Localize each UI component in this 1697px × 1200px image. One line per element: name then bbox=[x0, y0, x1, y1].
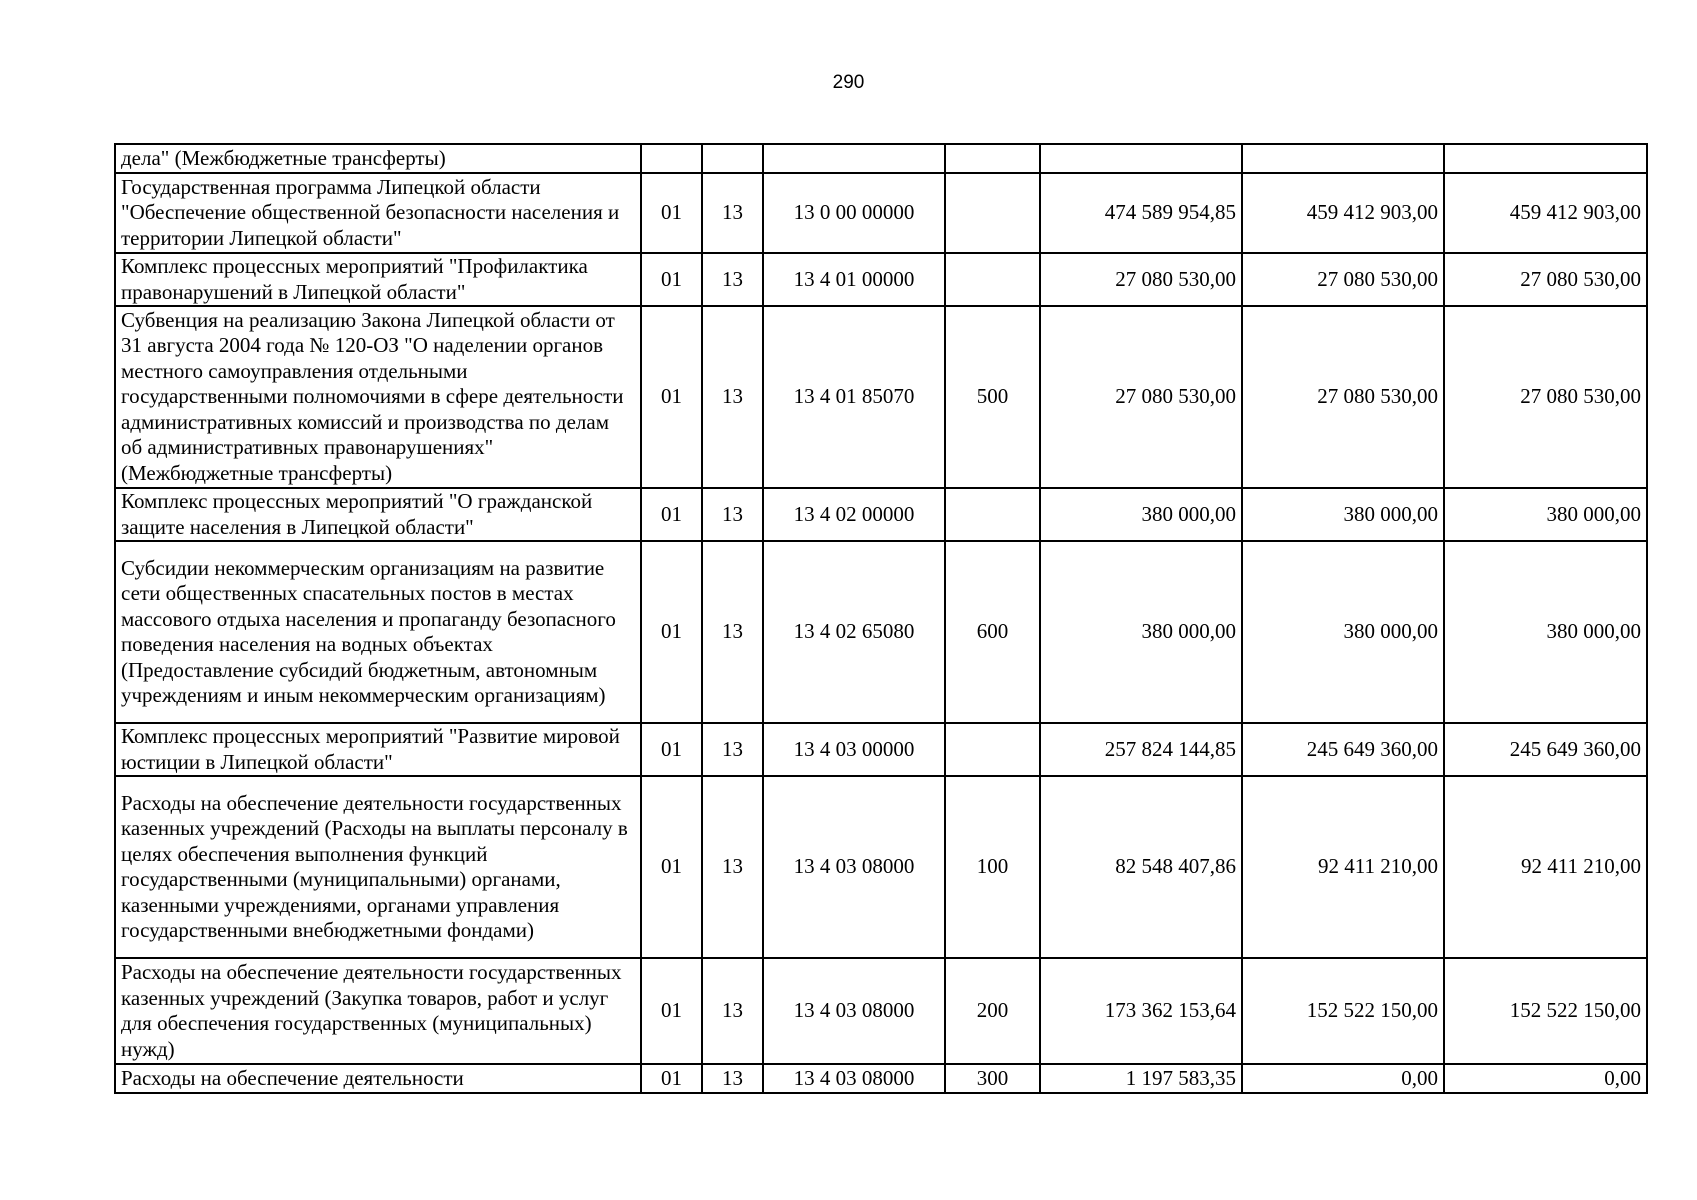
section-code: 01 bbox=[641, 173, 702, 253]
amount-2: 380 000,00 bbox=[1242, 541, 1444, 723]
row-name: Комплекс процессных мероприятий "Развитие мировой юстиции в Липецкой области" bbox=[115, 723, 641, 776]
table-row bbox=[115, 541, 1647, 723]
section-code: 01 bbox=[641, 253, 702, 306]
section-code bbox=[641, 144, 702, 173]
subsection-code bbox=[702, 144, 763, 173]
amount-2: 27 080 530,00 bbox=[1242, 306, 1444, 488]
amount-3: 380 000,00 bbox=[1444, 488, 1647, 541]
expense-type-code bbox=[945, 173, 1040, 253]
subsection-code: 13 bbox=[702, 173, 763, 253]
amount-3: 27 080 530,00 bbox=[1444, 253, 1647, 306]
section-code: 01 bbox=[641, 723, 702, 776]
amount-2: 27 080 530,00 bbox=[1242, 253, 1444, 306]
amount-3: 0,00 bbox=[1444, 1064, 1647, 1093]
row-name: Расходы на обеспечение деятельности государственных казенных учреждений (Закупка товаров, работ и услуг для обеспечения государственных (муниципальных) нужд) bbox=[115, 958, 641, 1064]
amount-3: 245 649 360,00 bbox=[1444, 723, 1647, 776]
target-article-code: 13 4 02 65080 bbox=[763, 541, 945, 723]
expense-type-code bbox=[945, 488, 1040, 541]
amount-2: 152 522 150,00 bbox=[1242, 958, 1444, 1064]
amount-3 bbox=[1444, 144, 1647, 173]
row-name: Государственная программа Липецкой области "Обеспечение общественной безопасности населения и территории Липецкой области" bbox=[115, 173, 641, 253]
table-row bbox=[115, 488, 1647, 541]
amount-2: 0,00 bbox=[1242, 1064, 1444, 1093]
expense-type-code bbox=[945, 723, 1040, 776]
row-name: Субвенция на реализацию Закона Липецкой области от 31 августа 2004 года № 120-ОЗ "О наделении органов местного самоуправления отдельными государственными полномочиями в сфере деятельности административных комиссий и производства по делам об административных правонарушениях" (Межбюджетные трансферты) bbox=[115, 306, 641, 488]
amount-3: 459 412 903,00 bbox=[1444, 173, 1647, 253]
section-code: 01 bbox=[641, 776, 702, 958]
target-article-code: 13 4 03 08000 bbox=[763, 958, 945, 1064]
amount-2: 245 649 360,00 bbox=[1242, 723, 1444, 776]
target-article-code bbox=[763, 144, 945, 173]
amount-3: 380 000,00 bbox=[1444, 541, 1647, 723]
amount-1: 380 000,00 bbox=[1040, 488, 1242, 541]
subsection-code: 13 bbox=[702, 306, 763, 488]
target-article-code: 13 4 02 00000 bbox=[763, 488, 945, 541]
amount-1: 380 000,00 bbox=[1040, 541, 1242, 723]
subsection-code: 13 bbox=[702, 776, 763, 958]
table-row bbox=[115, 253, 1647, 306]
page-number: 290 bbox=[832, 72, 865, 93]
subsection-code: 13 bbox=[702, 488, 763, 541]
target-article-code: 13 0 00 00000 bbox=[763, 173, 945, 253]
table-row bbox=[115, 958, 1647, 1064]
subsection-code: 13 bbox=[702, 723, 763, 776]
table-row bbox=[115, 173, 1647, 253]
budget-table bbox=[114, 143, 1648, 1094]
amount-1: 27 080 530,00 bbox=[1040, 253, 1242, 306]
table-row bbox=[115, 144, 1647, 173]
amount-1 bbox=[1040, 144, 1242, 173]
amount-1: 474 589 954,85 bbox=[1040, 173, 1242, 253]
target-article-code: 13 4 03 08000 bbox=[763, 776, 945, 958]
table-row bbox=[115, 306, 1647, 488]
expense-type-code bbox=[945, 144, 1040, 173]
amount-2: 380 000,00 bbox=[1242, 488, 1444, 541]
amount-3: 92 411 210,00 bbox=[1444, 776, 1647, 958]
amount-2 bbox=[1242, 144, 1444, 173]
section-code: 01 bbox=[641, 306, 702, 488]
section-code: 01 bbox=[641, 1064, 702, 1093]
row-name: дела" (Межбюджетные трансферты) bbox=[115, 144, 641, 173]
amount-3: 152 522 150,00 bbox=[1444, 958, 1647, 1064]
table-row bbox=[115, 723, 1647, 776]
target-article-code: 13 4 01 85070 bbox=[763, 306, 945, 488]
amount-1: 82 548 407,86 bbox=[1040, 776, 1242, 958]
target-article-code: 13 4 03 08000 bbox=[763, 1064, 945, 1093]
target-article-code: 13 4 03 00000 bbox=[763, 723, 945, 776]
expense-type-code: 500 bbox=[945, 306, 1040, 488]
subsection-code: 13 bbox=[702, 253, 763, 306]
amount-3: 27 080 530,00 bbox=[1444, 306, 1647, 488]
subsection-code: 13 bbox=[702, 958, 763, 1064]
amount-2: 459 412 903,00 bbox=[1242, 173, 1444, 253]
row-name: Субсидии некоммерческим организациям на развитие сети общественных спасательных постов в местах массового отдыха населения и пропаганду безопасного поведения населения на водных объектах (Предоставление субсидий бюджетным, автономным учреждениям и иным некоммерческим организациям) bbox=[115, 541, 641, 723]
amount-1: 173 362 153,64 bbox=[1040, 958, 1242, 1064]
expense-type-code bbox=[945, 253, 1040, 306]
section-code: 01 bbox=[641, 958, 702, 1064]
table-row bbox=[115, 1064, 1647, 1093]
amount-1: 257 824 144,85 bbox=[1040, 723, 1242, 776]
row-name: Комплекс процессных мероприятий "Профилактика правонарушений в Липецкой области" bbox=[115, 253, 641, 306]
expense-type-code: 200 bbox=[945, 958, 1040, 1064]
section-code: 01 bbox=[641, 541, 702, 723]
amount-1: 1 197 583,35 bbox=[1040, 1064, 1242, 1093]
table-row bbox=[115, 776, 1647, 958]
amount-1: 27 080 530,00 bbox=[1040, 306, 1242, 488]
row-name: Комплекс процессных мероприятий "О гражданской защите населения в Липецкой области" bbox=[115, 488, 641, 541]
expense-type-code: 100 bbox=[945, 776, 1040, 958]
expense-type-code: 600 bbox=[945, 541, 1040, 723]
section-code: 01 bbox=[641, 488, 702, 541]
subsection-code: 13 bbox=[702, 541, 763, 723]
expense-type-code: 300 bbox=[945, 1064, 1040, 1093]
amount-2: 92 411 210,00 bbox=[1242, 776, 1444, 958]
target-article-code: 13 4 01 00000 bbox=[763, 253, 945, 306]
row-name: Расходы на обеспечение деятельности bbox=[115, 1064, 641, 1093]
subsection-code: 13 bbox=[702, 1064, 763, 1093]
row-name: Расходы на обеспечение деятельности государственных казенных учреждений (Расходы на выплаты персоналу в целях обеспечения выполнения функций государственными (муниципальными) органами, казенными учреждениями, органами управления государственными внебюджетными фондами) bbox=[115, 776, 641, 958]
